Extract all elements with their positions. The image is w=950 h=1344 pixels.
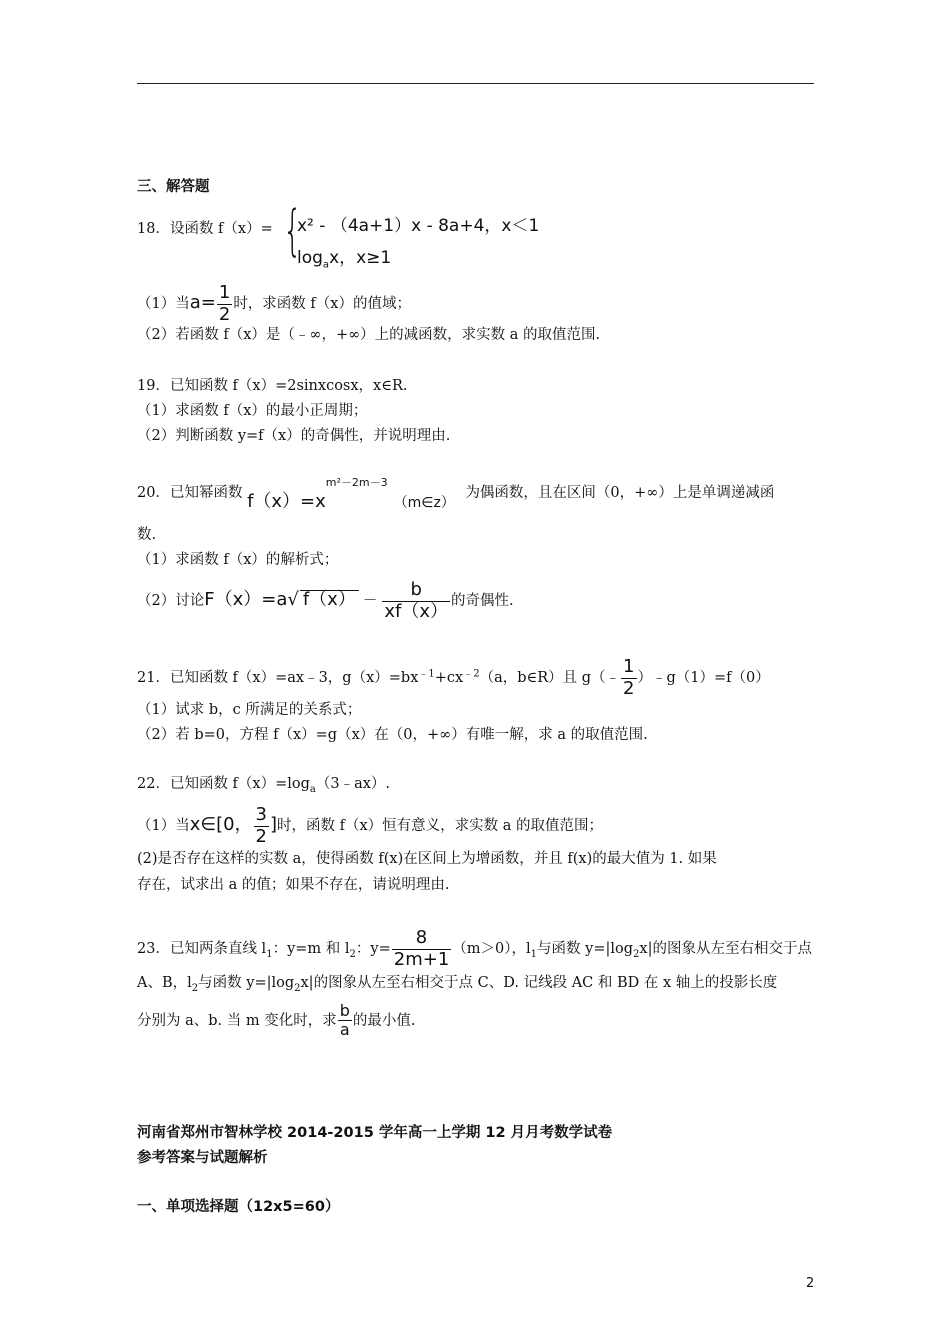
q21-part2: （2）若 b=0，方程 f（x）=g（x）在（0，+∞）有唯一解，求 a 的取值范围.	[137, 727, 648, 743]
brace-icon: {	[283, 199, 302, 262]
header-rule	[137, 83, 814, 84]
answers-title: 河南省郑州市智林学校 2014-2015 学年高一上学期 12 月月考数学试卷	[137, 1125, 613, 1141]
answers-subtitle: 参考答案与试题解析	[137, 1150, 268, 1166]
q23-lead: 23．已知两条直线 $l_1$：y=m 和 $l_2$：y= $\frac{8}{2m+1}$ （m＞0），$l_1$与函数 $y=|\log_2x|$的图象从左至右相交于点	[137, 927, 812, 970]
q19-lead: 19．已知函数 f（x）=2sinxcosx，x∈R.	[137, 378, 408, 394]
page-number: 2	[806, 1276, 815, 1291]
sqrt-expression: f（x）	[300, 590, 359, 609]
q22-part1: （1）当x∈[0， $\frac{3}{2}$ ]时，函数 f（x）恒有意义，求实数 a 的取值范围；	[137, 804, 604, 847]
q23-line3: 分别为 a、b. 当 m 变化时，求 $\frac{b}{a}$ 的最小值.	[137, 1001, 416, 1040]
fraction: $\frac{b}{xf(x)}$	[384, 579, 448, 622]
q19-part2: （2）判断函数 y=f（x）的奇偶性，并说明理由.	[137, 428, 451, 444]
fraction: $\frac{3}{2}$	[255, 804, 267, 847]
q20-lead-cont: 数.	[137, 527, 157, 543]
q20-part2: （2）讨论F（x）=a√ f（x） － $\frac{b}{xf(x)}$ 的奇偶性.	[137, 579, 514, 622]
fraction: $\frac{b}{a}$	[339, 1001, 350, 1040]
q18-part2: （2）若函数 f（x）是（﹣∞，+∞）上的减函数，求实数 a 的取值范围.	[137, 327, 601, 343]
q23-line2: A、B，$l_2$与函数 $y=|\log_2x|$的图象从左至右相交于点 C、D. 记线段 AC 和 BD 在 x 轴上的投影长度	[137, 975, 778, 994]
q20-lead: 20．已知幂函数 $f(x)=x^{m^2-2m-3}(m\in z)$ 为偶函数，且在区间（0，+∞）上是单调递减函	[137, 476, 775, 512]
q21-part1: （1）试求 b，c 所满足的关系式；	[137, 702, 362, 718]
q22-part2-line1: (2)是否存在这样的实数 a，使得函数 f(x)在区间上为增函数，并且 f(x)的最大值为 1. 如果	[137, 851, 717, 867]
q18-lead: 18．设函数 f（x）=	[137, 221, 273, 237]
q22-lead: 22．已知函数 $f(x)=\log_a(3﹣ax)$.	[137, 776, 391, 795]
q19-part1: （1）求函数 f（x）的最小正周期；	[137, 403, 368, 419]
q21-lead: 21．已知函数 f（x）=ax﹣3，$g(x)=bx^{﹣1}+cx^{﹣2}(a$，b∈R）且 g（﹣ $\frac{1}{2}$ ）﹣g（1）=f（0）	[137, 656, 770, 699]
q20-part1: （1）求函数 f（x）的解析式；	[137, 552, 339, 568]
q18-case2: $\log_ax$，x≥1	[297, 248, 392, 271]
fraction: $\frac{1}{2}$	[623, 656, 635, 699]
q20-formula: $f(x)=x^{m^2-2m-3}(m\in z)$	[247, 476, 455, 512]
fraction: $\frac{1}{2}$	[218, 282, 231, 325]
q18-part1: （1）当a= $\frac{1}{2}$ 时，求函数 f（x）的值域；	[137, 282, 411, 325]
answers-section1: 一、单项选择题（12x5=60）	[137, 1199, 340, 1215]
q22-part2-line2: 存在，试求出 a 的值；如果不存在，请说明理由.	[137, 877, 450, 893]
fraction: $\frac{8}{2m+1}$	[393, 927, 450, 970]
section-title: 三、解答题	[137, 179, 210, 195]
q18-case1: x² - （4a+1）x - 8a+4，x＜1	[297, 216, 540, 236]
